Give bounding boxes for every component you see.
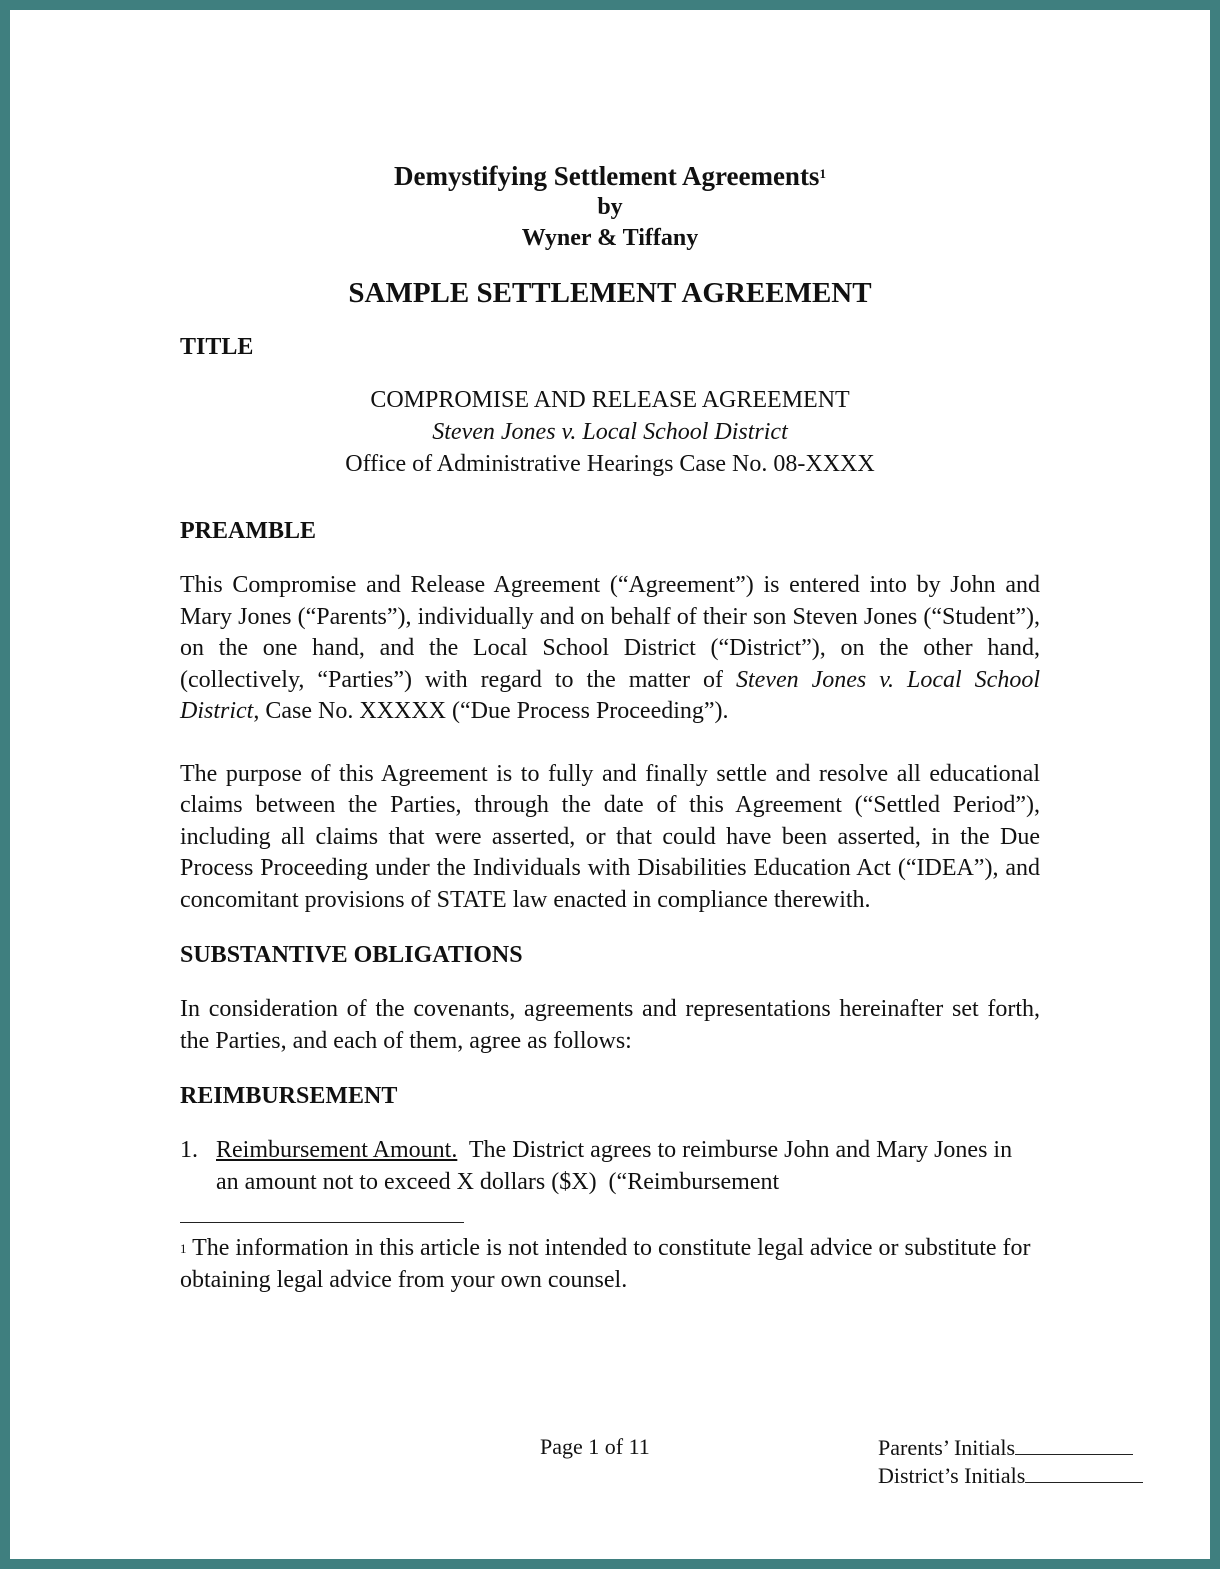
section-heading-substantive: SUBSTANTIVE OBLIGATIONS bbox=[180, 942, 523, 968]
preamble-paragraph-2: The purpose of this Agreement is to fully and finally settle and resolve all educational claims between the Parties, through the date of this Agreement (“Settled Period”), including all claims that were asserted, or that could have been asserted, in the Due Process Proceeding under the Individuals with Disabilities Education Act (“IDEA”), and concomitant provisions of STATE law enacted in compliance therewith. bbox=[180, 760, 1040, 913]
document-body bbox=[180, 160, 1040, 1296]
district-initials-label: District’s Initials bbox=[878, 1463, 1026, 1488]
case-caption: Steven Jones v. Local School District bbox=[432, 419, 788, 445]
substantive-paragraph: In consideration of the covenants, agreements and representations hereinafter set forth, the Parties, and each of them, agree as follows: bbox=[180, 996, 1040, 1054]
document-title bbox=[180, 160, 1040, 192]
document-title-text: Demystifying Settlement Agreements bbox=[394, 161, 820, 191]
list-item-label: Reimbursement Amount. bbox=[216, 1137, 458, 1163]
footnote bbox=[180, 1233, 1040, 1296]
section-heading-reimbursement: REIMBURSEMENT bbox=[180, 1083, 398, 1109]
preamble-case-name: Steven Jones v. Local School District bbox=[180, 666, 1040, 724]
agreement-title-block bbox=[180, 384, 1040, 480]
document-page bbox=[10, 10, 1210, 1559]
footnote-reference: 1 bbox=[819, 166, 826, 181]
preamble-paragraph-1 bbox=[180, 570, 1040, 728]
section-heading-title: TITLE bbox=[180, 334, 254, 360]
list-item-text: The District agrees to reimburse John and Mary Jones in an amount not to exceed X dollars ($X) (“Reimbursement bbox=[216, 1137, 1019, 1195]
list-item-number: 1. bbox=[180, 1137, 198, 1163]
preamble-text-b: , Case No. XXXXX (“Due Process Proceeding”). bbox=[253, 698, 729, 724]
byline-by: by bbox=[597, 194, 623, 220]
footnote-text: The information in this article is not intended to constitute legal advice or substitute for obtaining legal advice from your own counsel. bbox=[180, 1235, 1031, 1293]
district-initials-blank bbox=[1025, 1462, 1143, 1483]
district-initials-line bbox=[878, 1462, 1143, 1490]
parents-initials-blank bbox=[1015, 1434, 1133, 1455]
list-item-body bbox=[216, 1135, 1040, 1198]
parents-initials-line bbox=[878, 1434, 1133, 1462]
footnote-separator bbox=[180, 1222, 464, 1223]
case-number: Office of Administrative Hearings Case No. 08-XXXX bbox=[345, 451, 875, 477]
page-number: Page 1 of 11 bbox=[540, 1434, 650, 1459]
byline-author: Wyner & Tiffany bbox=[521, 225, 699, 251]
footnote-mark: 1 bbox=[180, 1241, 187, 1256]
parents-initials-label: Parents’ Initials bbox=[878, 1435, 1016, 1460]
list-item-1 bbox=[180, 1135, 1040, 1198]
section-heading-preamble: PREAMBLE bbox=[180, 518, 317, 544]
agreement-name: COMPROMISE AND RELEASE AGREEMENT bbox=[370, 387, 850, 413]
preamble-text-a: This Compromise and Release Agreement (“Agreement”) is entered into by John and Mary Jones (“Parents”), individually and on behalf of their son Steven Jones (“Student”), on the one hand, and the Local School District (“District”), on the other hand, (collectively, “Parties”) with regard to the matter of bbox=[180, 572, 1040, 693]
sample-agreement-title: SAMPLE SETTLEMENT AGREEMENT bbox=[348, 277, 872, 309]
